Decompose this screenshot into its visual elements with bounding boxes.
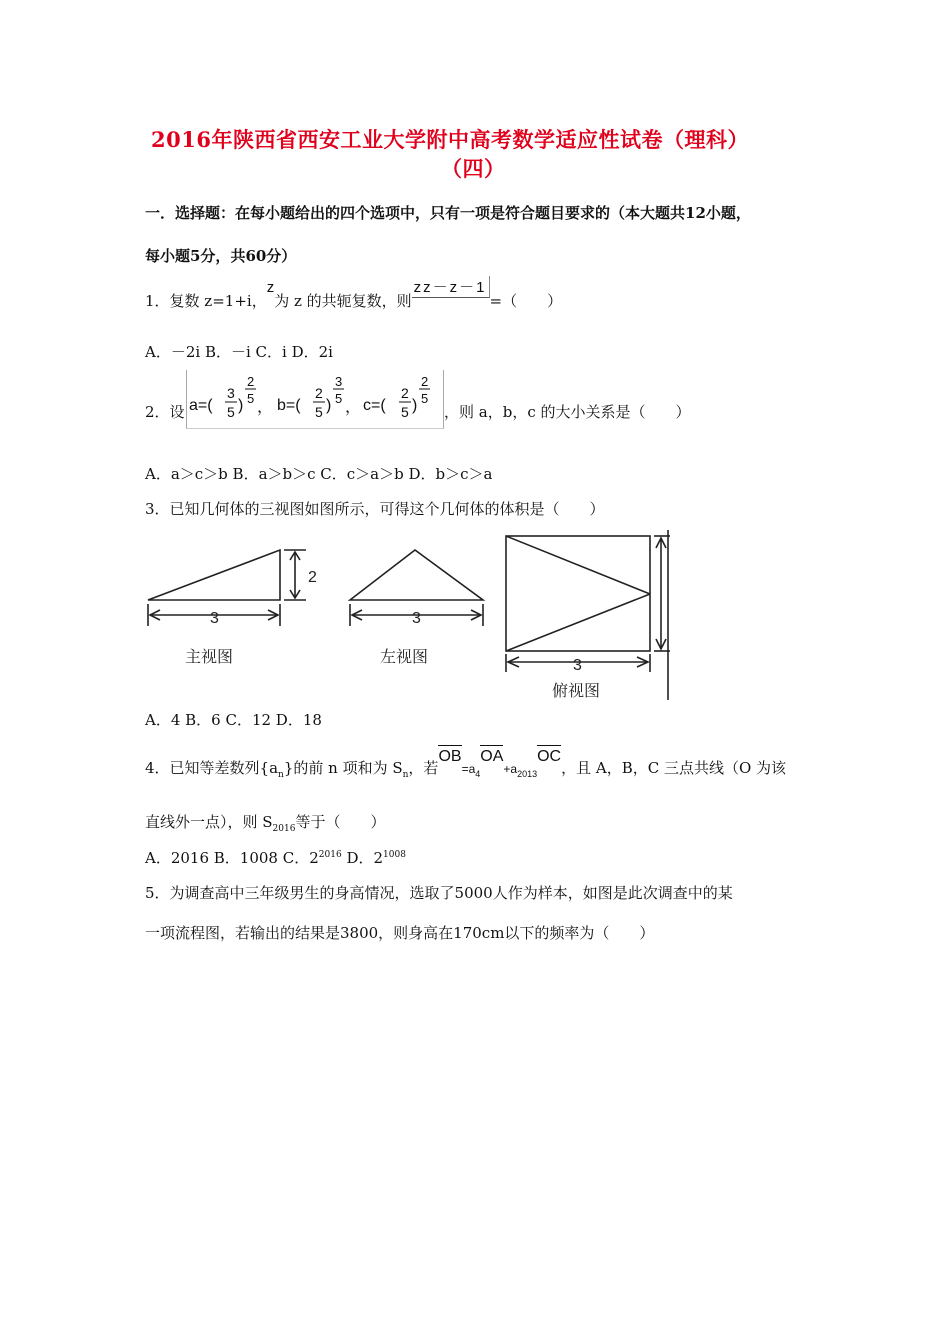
q2-formula-image [186, 370, 444, 429]
q2-stem-cont: ，则 a，b，c 的大小关系是（ ） [444, 403, 691, 421]
vector-oa: OA [480, 748, 503, 766]
question-4: 4．已知等差数列$\{a_n\}$的前 n 项和为 $S_n$，若 $OB=a_4$ $OA+a_{2013}$ OC，且 A，B，C 三点共线（O 为该 [145, 757, 786, 780]
svg-text:): ) [238, 397, 244, 414]
vector-ob: OB [438, 748, 461, 766]
svg-text:5: 5 [401, 404, 409, 420]
front-view-shape [148, 550, 280, 600]
a-label: a=( [189, 397, 213, 414]
side-view-shape [350, 550, 483, 600]
svg-text:): ) [412, 397, 418, 414]
exam-title-sub: （四） [441, 156, 506, 181]
q1-fraction: zz－z－1 [412, 276, 490, 298]
question-4-cont: 直线外一点），则 $S_{2016}$等于（ ） [145, 813, 386, 834]
vector-oc: OC [537, 748, 561, 766]
three-view-figure [140, 530, 680, 705]
q4-options: A．2016 B．1008 C．$2^{2016}$ D．$2^{1008}$ [145, 849, 406, 867]
svg-text:5: 5 [421, 391, 429, 406]
section-heading: 一．选择题：在每小题给出的四个选项中，只有一项是符合题目要求的（本大题共12小题， [145, 204, 751, 222]
svg-text:2: 2 [421, 374, 429, 389]
top-view-shape [506, 536, 650, 651]
q2-options: A．a＞c＞b B．a＞b＞c C．c＞a＞b D．b＞c＞a [145, 465, 493, 483]
svg-text:5: 5 [247, 391, 255, 406]
svg-text:): ) [326, 397, 332, 414]
svg-text:，: ， [257, 399, 274, 416]
svg-text:5: 5 [315, 404, 323, 420]
q3-options: A．4 B．6 C．12 D．18 [145, 711, 322, 729]
svg-text:2: 2 [315, 385, 323, 401]
front-height-label: 2 [308, 569, 317, 586]
side-view-label: 左视图 [380, 649, 429, 666]
side-width-label: 3 [412, 610, 421, 627]
q1-options: A．－2i B．－i C．i D．2i [145, 343, 333, 361]
front-width-label: 3 [210, 610, 219, 627]
svg-text:5: 5 [227, 404, 235, 420]
q1-stem: 1．复数 z=1+i， [145, 292, 267, 310]
q2-stem: 2．设 [145, 403, 185, 421]
q3-stem: 3．已知几何体的三视图如图所示，可得这个几何体的体积是（ ） [145, 500, 605, 518]
section-heading-cont: 每小题5分，共60分） [145, 247, 297, 265]
top-view-label: 俯视图 [552, 683, 601, 700]
svg-text:2: 2 [247, 374, 255, 389]
svg-text:5: 5 [335, 391, 343, 406]
exam-title: 2016年陕西省西安工业大学附中高考数学适应性试卷（理科） [151, 127, 749, 152]
q2-formula [187, 370, 443, 428]
svg-text:2: 2 [401, 385, 409, 401]
c-label: c=( [363, 397, 386, 414]
b-label: b=( [277, 397, 301, 414]
svg-text:3: 3 [227, 385, 235, 401]
q5-stem-cont: 一项流程图，若输出的结果是3800，则身高在170cm以下的频率为（ ） [145, 924, 655, 942]
top-width-label: 3 [573, 657, 582, 674]
front-view-label: 主视图 [185, 649, 234, 666]
conjugate-z: z [266, 279, 275, 296]
q5-stem: 5．为调查高中三年级男生的身高情况，选取了5000人作为样本，如图是此次调查中的某 [145, 884, 733, 902]
svg-text:，: ， [345, 399, 362, 416]
svg-text:3: 3 [335, 374, 343, 389]
question-1: 1．复数 z=1+i， z为 z 的共轭复数，则zz－z－1=（ ） [145, 290, 562, 312]
